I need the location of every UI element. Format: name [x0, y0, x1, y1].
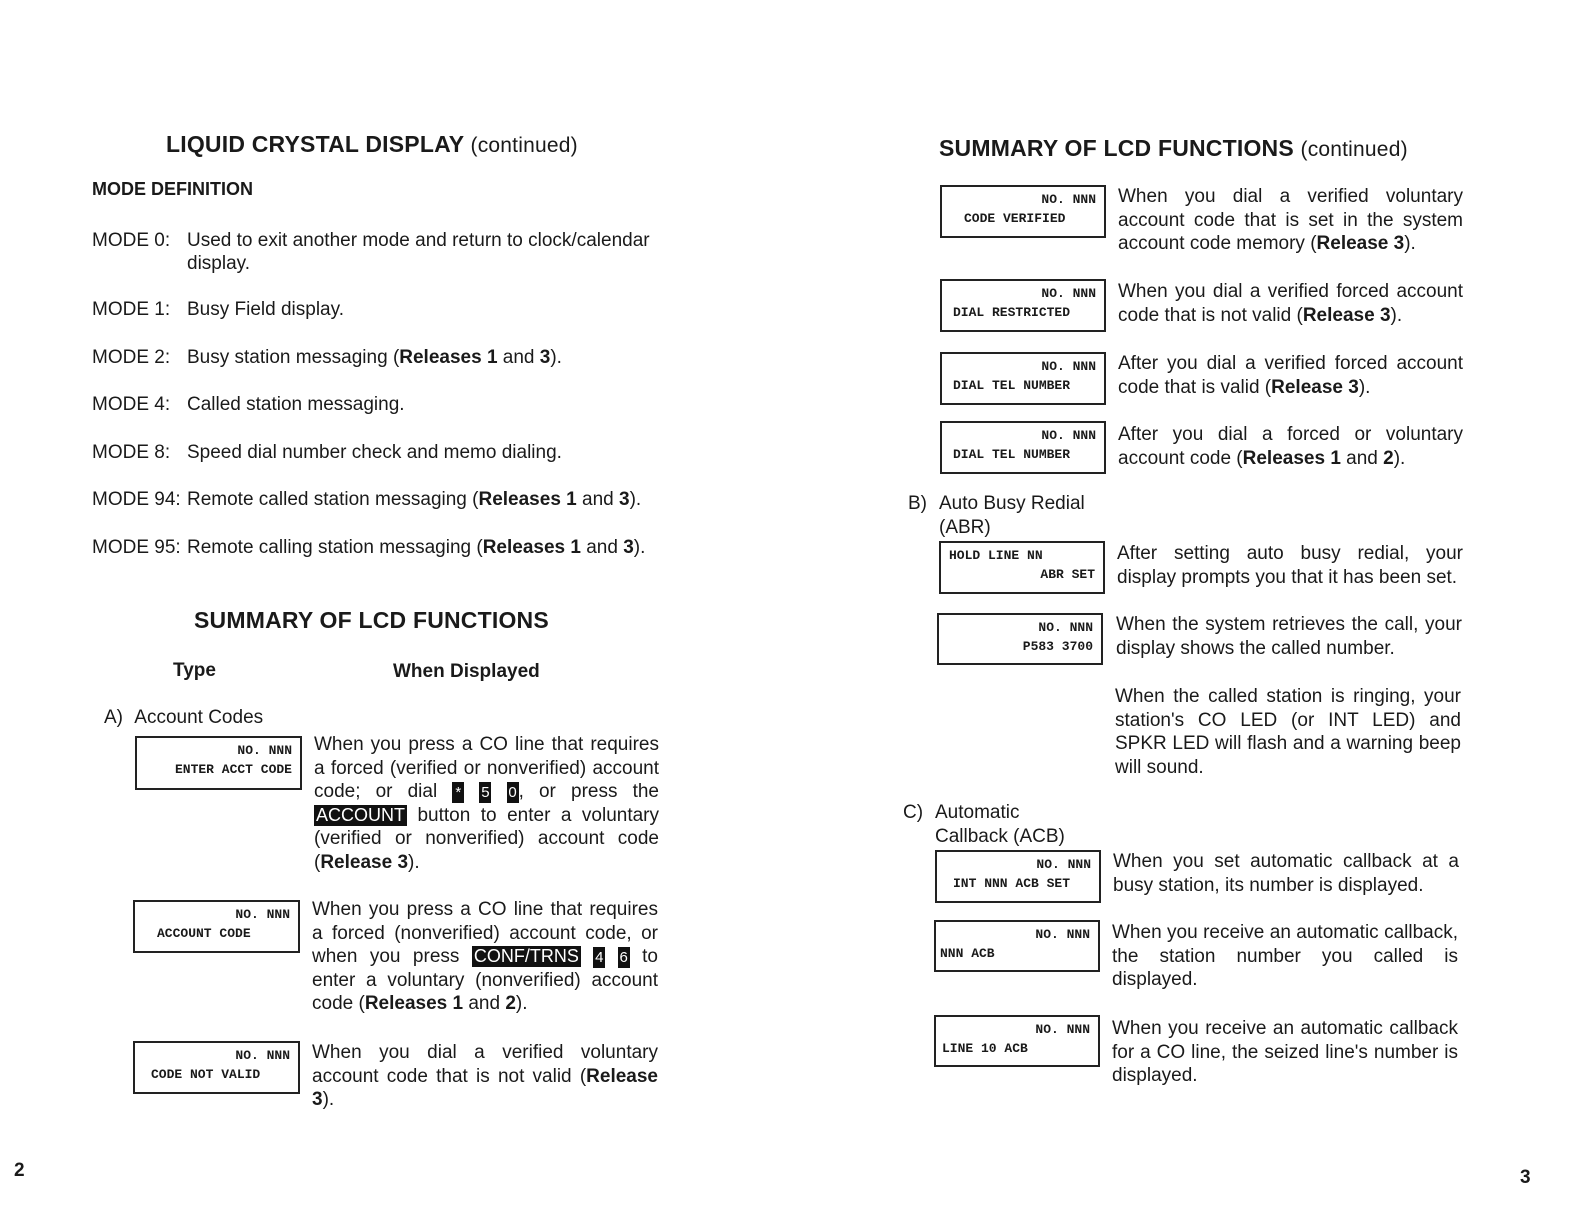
mode-row	[92, 346, 672, 370]
page-number-left: 2	[14, 1160, 25, 1181]
lcd-display	[940, 185, 1106, 238]
lcd-display	[939, 541, 1105, 594]
desc-text: and	[1340, 447, 1384, 469]
lcd-display	[133, 900, 300, 953]
lcd-heading-main: LIQUID CRYSTAL DISPLAY	[166, 131, 464, 157]
desc-text: , or press the	[518, 781, 659, 802]
desc-text: When you receive an automatic callback, the station number you called is displayed.	[1112, 922, 1458, 990]
item-description	[312, 898, 658, 1016]
mode-label: MODE 1:	[92, 299, 171, 320]
desc-text: When you receive an automatic callback for a CO line, the seized line's number is displayed.	[1112, 1018, 1458, 1086]
star-key: *	[452, 782, 464, 803]
lcd-line-2: DIAL TEL NUMBER	[953, 378, 1071, 393]
digit-key: 0	[508, 784, 517, 801]
summary-heading-main: SUMMARY OF LCD FUNCTIONS	[939, 135, 1294, 161]
mode-label: MODE 95:	[92, 537, 181, 558]
lcd-display	[935, 850, 1101, 903]
mode-desc-text: and	[580, 537, 624, 558]
section-b	[908, 492, 927, 516]
lcd-line-1: NO. NNN	[1041, 359, 1096, 374]
lcd-display	[934, 920, 1100, 972]
col-header-type: Type	[173, 660, 216, 681]
lcd-heading-cont: (continued)	[470, 134, 578, 157]
mode-desc-bold: Releases 1	[478, 489, 577, 510]
desc-bold: Release 3	[1302, 304, 1391, 326]
desc-text: to enter a voluntary (nonverified) account code (	[312, 946, 658, 1014]
summary-heading-cont: (continued)	[1300, 138, 1408, 161]
item-description	[314, 733, 659, 874]
mode-desc-bold: 3	[623, 537, 634, 558]
lcd-heading	[166, 131, 578, 158]
section-letter: C)	[903, 802, 924, 823]
mode-desc: Called station messaging.	[187, 394, 405, 415]
digit-key: 5	[481, 784, 490, 801]
lcd-line-1: NO. NNN	[1038, 620, 1093, 635]
lcd-line-2: P583 3700	[1022, 639, 1093, 654]
mode-desc-bold: Releases 1	[482, 537, 581, 558]
desc-bold: 2	[1383, 447, 1394, 469]
mode-row	[92, 393, 672, 417]
desc-text: ).	[1390, 304, 1403, 326]
section-c-title	[935, 801, 1065, 848]
desc-text: When you press a CO line that requires a forced (nonverified) account code, or when you press	[312, 899, 658, 967]
lcd-line-2: DIAL TEL NUMBER	[953, 447, 1071, 462]
mode-desc	[187, 488, 641, 511]
desc-text: ).	[322, 1089, 335, 1110]
section-title: Account Codes	[134, 707, 264, 728]
item-description	[1118, 352, 1463, 399]
summary-heading: SUMMARY OF LCD FUNCTIONS	[194, 607, 549, 633]
item-description	[312, 1041, 658, 1112]
desc-bold: 2	[505, 993, 516, 1014]
desc-text: After you dial a forced or voluntary account code (	[1118, 424, 1463, 469]
mode-desc-text: Remote called station messaging (	[187, 489, 479, 510]
lcd-line-2: ABR SET	[1040, 567, 1095, 582]
lcd-display	[135, 736, 302, 790]
mode-desc-text: ).	[550, 347, 562, 368]
section-title: Auto Busy Redial	[939, 493, 1085, 514]
item-description	[1112, 921, 1458, 992]
section-b-title	[939, 492, 1085, 539]
item-description	[1113, 850, 1459, 897]
mode-desc: Busy Field display.	[187, 299, 344, 320]
mode-desc-text: Remote calling station messaging (	[187, 537, 483, 558]
section-letter: A)	[104, 707, 123, 728]
lcd-line-1: NO. NNN	[1041, 286, 1096, 301]
mode-desc-text: Busy station messaging (	[187, 347, 400, 368]
mode-desc-text: and	[497, 347, 540, 368]
item-description	[1118, 423, 1463, 470]
desc-bold: Releases 1	[364, 993, 464, 1014]
mode-desc-text: ).	[629, 489, 642, 510]
lcd-line-1: NO. NNN	[1036, 857, 1091, 872]
mode-desc	[187, 536, 645, 559]
mode-desc-text: and	[576, 489, 619, 510]
mode-desc-bold: 3	[619, 489, 630, 510]
mode-row	[92, 536, 682, 560]
desc-bold: Release 3	[1316, 233, 1405, 254]
lcd-display	[940, 279, 1106, 332]
mode-label: MODE 94:	[92, 489, 181, 510]
mode-label: MODE 4:	[92, 394, 171, 415]
lcd-line-2: ACCOUNT CODE	[157, 926, 251, 941]
mode-desc-bold: Releases 1	[399, 347, 498, 368]
mode-label: MODE 0:	[92, 230, 171, 251]
mode-row	[92, 298, 672, 322]
item-description	[1112, 1017, 1458, 1088]
summary-heading-continued	[939, 135, 1408, 162]
lcd-display	[934, 1015, 1100, 1067]
desc-text: ).	[1404, 233, 1416, 254]
section-c	[903, 801, 923, 825]
desc-text: When you dial a verified forced account code that is not valid (	[1118, 281, 1463, 326]
lcd-line-2: CODE NOT VALID	[151, 1067, 261, 1082]
desc-text: After setting auto busy redial, your display prompts you that it has been set.	[1117, 543, 1463, 588]
lcd-line-1: NO. NNN	[237, 743, 292, 758]
lcd-line-1: NO. NNN	[235, 907, 290, 922]
col-header-when: When Displayed	[393, 661, 540, 682]
section-title: (ABR)	[939, 516, 991, 538]
mode-row	[92, 441, 672, 465]
lcd-line-1: NO. NNN	[1035, 927, 1090, 942]
desc-text: ).	[1393, 447, 1406, 469]
desc-bold: Releases 1	[1242, 447, 1341, 469]
desc-text: ).	[1358, 376, 1371, 398]
section-letter: B)	[908, 493, 927, 514]
mode-label: MODE 2:	[92, 347, 171, 368]
digit-key: 6	[619, 949, 628, 966]
lcd-line-2: INT NNN ACB SET	[953, 876, 1071, 891]
desc-bold: Release 3	[312, 1065, 658, 1110]
mode-row	[92, 488, 682, 512]
desc-text: and	[463, 993, 506, 1014]
lcd-display	[133, 1041, 300, 1094]
section-a	[104, 706, 263, 730]
lcd-line-1: NO. NNN	[1035, 1022, 1090, 1037]
lcd-line-1: HOLD LINE NN	[949, 548, 1043, 563]
desc-bold: Release 3	[320, 851, 409, 873]
account-button-label: ACCOUNT	[316, 804, 405, 825]
desc-text: When you press a CO line that requires a forced (verified or nonverified) account code; or dial	[314, 734, 659, 802]
mode-desc: Used to exit another mode and return to clock/calendar display.	[187, 230, 650, 274]
conf-trns-button-label: CONF/TRNS	[473, 946, 579, 966]
ringing-note: When the called station is ringing, your station's CO LED (or INT LED) and SPKR LED will flash and a warning beep will sound.	[1115, 686, 1461, 778]
section-title: Automatic	[935, 802, 1020, 823]
desc-text: ).	[515, 993, 528, 1014]
item-description	[1116, 613, 1462, 660]
lcd-display	[937, 613, 1103, 665]
lcd-line-2: CODE VERIFIED	[964, 211, 1066, 226]
mode-desc-text: ).	[633, 537, 646, 558]
desc-text: When you dial a verified voluntary account code that is not valid (	[312, 1042, 658, 1087]
mode-definition-heading: MODE DEFINITION	[92, 179, 253, 199]
mode-row	[92, 229, 672, 277]
lcd-line-1: NO. NNN	[1041, 428, 1096, 443]
mode-label: MODE 8:	[92, 442, 171, 463]
lcd-display	[940, 421, 1106, 474]
item-description	[1118, 185, 1463, 256]
item-description	[1117, 542, 1463, 589]
lcd-display	[940, 352, 1106, 405]
desc-bold: Release 3	[1271, 376, 1359, 398]
desc-text: ).	[408, 851, 420, 873]
page-number-right: 3	[1520, 1167, 1531, 1188]
lcd-line-1: NO. NNN	[1041, 192, 1096, 207]
mode-desc	[187, 346, 562, 369]
item-description	[1118, 280, 1463, 327]
desc-text: button to enter a voluntary (verified or nonverified) account code (	[314, 804, 660, 873]
desc-text: After you dial a verified forced account code that is valid (	[1118, 353, 1463, 398]
lcd-line-2: ENTER ACCT CODE	[174, 762, 292, 777]
mode-desc: Speed dial number check and memo dialing.	[187, 442, 562, 463]
desc-text: When you dial a verified voluntary account code that is set in the system account code memory (	[1118, 186, 1463, 254]
desc-text: When you set automatic callback at a busy station, its number is displayed.	[1113, 851, 1459, 896]
mode-desc-bold: 3	[539, 347, 551, 368]
section-title: Callback (ACB)	[935, 825, 1065, 847]
lcd-line-2: DIAL RESTRICTED	[953, 305, 1071, 320]
lcd-line-2: LINE 10 ACB	[942, 1041, 1028, 1056]
desc-text: When the system retrieves the call, your display shows the called number.	[1116, 614, 1462, 659]
lcd-line-1: NO. NNN	[235, 1048, 290, 1063]
lcd-line-2: NNN ACB	[940, 946, 995, 961]
digit-key: 4	[595, 949, 604, 966]
